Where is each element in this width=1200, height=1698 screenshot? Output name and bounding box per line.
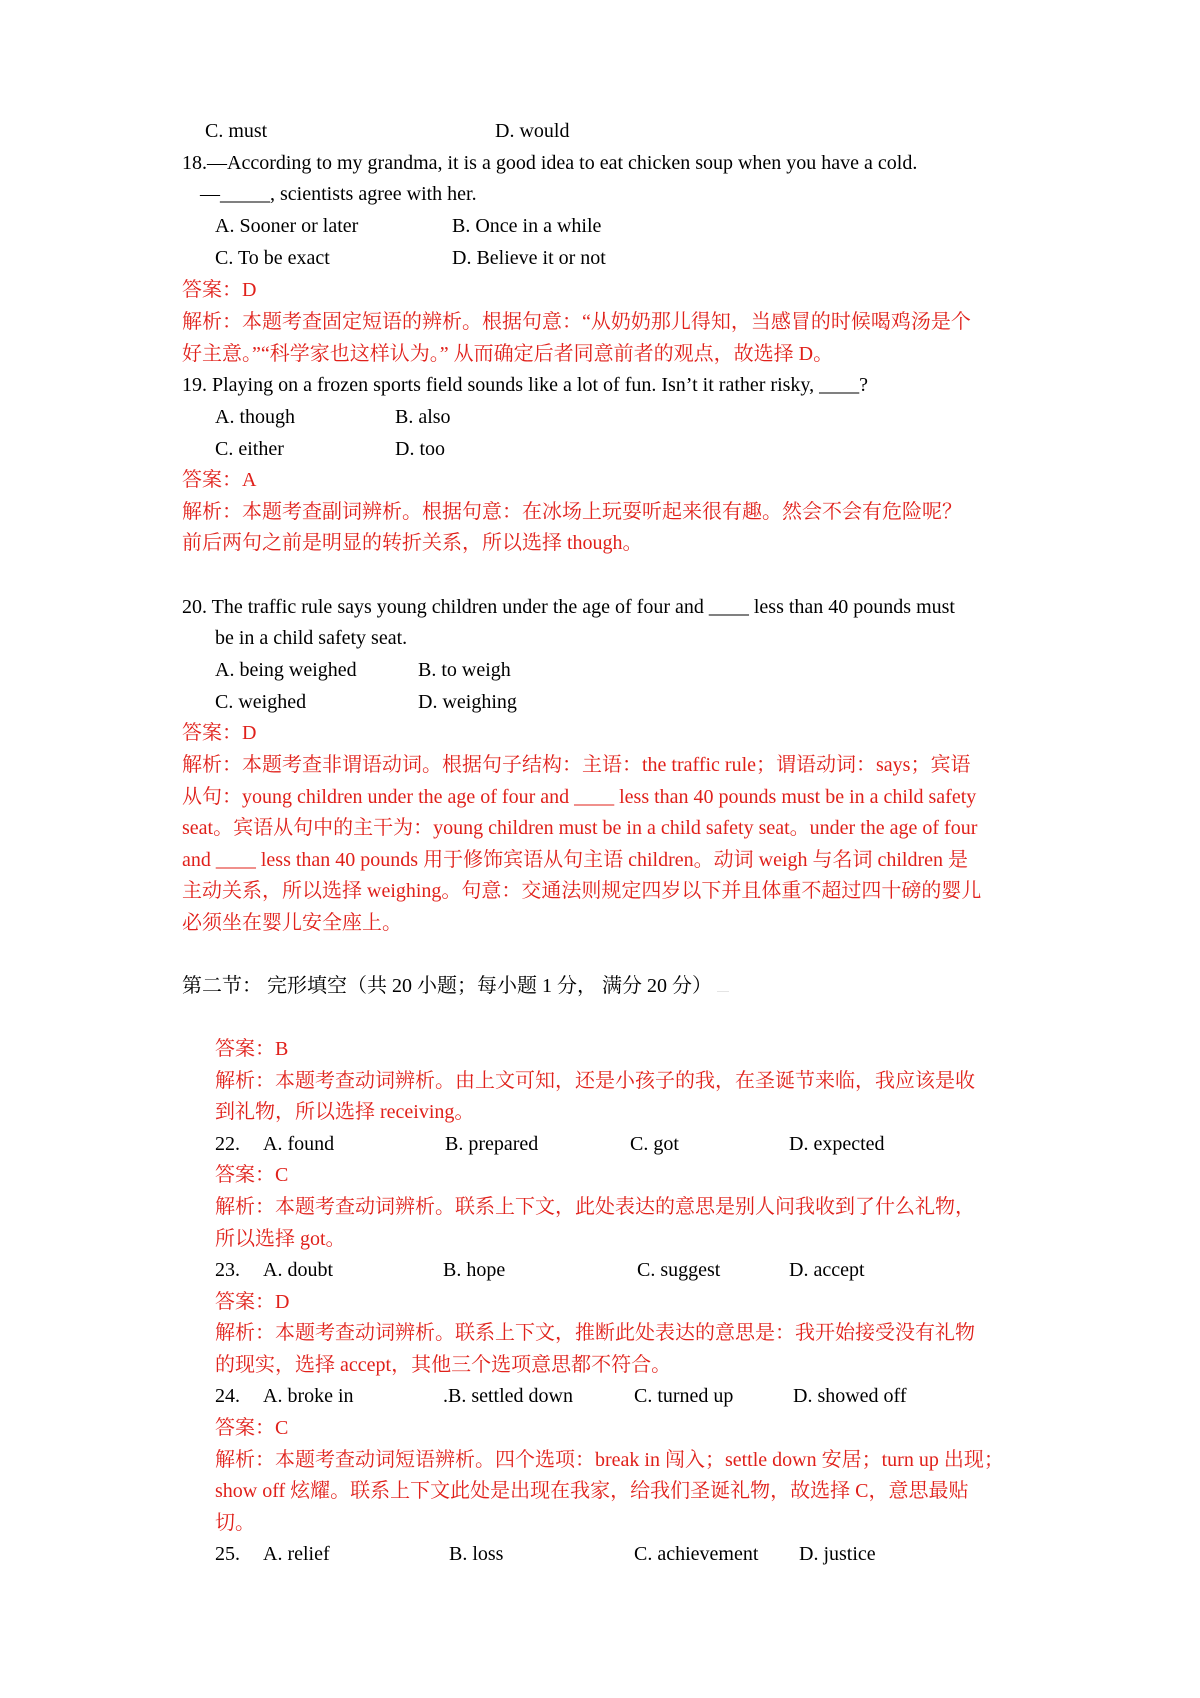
q20-option-b: B. to weigh — [418, 659, 511, 681]
q20-stem-line2: be in a child safety seat. — [215, 627, 408, 649]
q21-explanation-line1: 解析：本题考查动词辨析。由上文可知，还是小孩子的我，在圣诞节来临，我应该是收 — [215, 1070, 975, 1092]
q20-explanation-line3: seat。宾语从句中的主干为：young children must be in a child safety seat。under the age of four — [182, 817, 978, 839]
q23-explanation-line1: 解析：本题考查动词辨析。联系上下文，推断此处表达的意思是：我开始接受没有礼物 — [215, 1322, 975, 1344]
section-2-title — [182, 973, 729, 1003]
q25-number: 25. — [215, 1543, 240, 1565]
q22-explanation-line2: 所以选择 got。 — [215, 1228, 346, 1250]
q24-option-b: .B. settled down — [443, 1385, 573, 1407]
q20-explanation-line2: 从句：young children under the age of four and ____ less than 40 pounds must be in a child safety — [182, 786, 977, 808]
q19-option-c: C. either — [215, 438, 284, 460]
q23-answer: 答案：D — [215, 1291, 290, 1313]
q20-option-a: A. being weighed — [215, 659, 357, 681]
q24-explanation-line3: 切。 — [215, 1512, 255, 1534]
q18-option-b: B. Once in a while — [452, 215, 602, 237]
q25-option-a: A. relief — [263, 1543, 330, 1565]
q19-option-d: D. too — [395, 438, 445, 460]
section-2-mark: ...... — [717, 985, 729, 994]
q18-stem-line2: —_____, scientists agree with her. — [200, 183, 477, 205]
q20-answer: 答案：D — [182, 722, 257, 744]
q22-explanation-line1: 解析：本题考查动词辨析。联系上下文，此处表达的意思是别人问我收到了什么礼物， — [215, 1196, 975, 1218]
q23-number: 23. — [215, 1259, 240, 1281]
q20-explanation-line1: 解析：本题考查非谓语动词。根据句子结构：主语：the traffic rule；谓语动词：says；宾语 — [182, 754, 971, 776]
q19-option-b: B. also — [395, 406, 451, 428]
q19-explanation-line1: 解析：本题考查副词辨析。根据句意：在冰场上玩耍听起来很有趣。然会不会有危险呢？ — [182, 501, 962, 523]
section-2-title-text: 第二节： 完形填空（共 20 小题；每小题 1 分， 满分 20 分） — [182, 975, 712, 997]
q18-explanation-line1: 解析：本题考查固定短语的辨析。根据句意：“从奶奶那儿得知，当感冒的时候喝鸡汤是个 — [182, 311, 971, 333]
q24-explanation-line1: 解析：本题考查动词短语辨析。四个选项：break in 闯入；settle down 安居；turn up 出现； — [215, 1449, 1004, 1471]
q24-answer: 答案：C — [215, 1417, 289, 1439]
q20-explanation-line5: 主动关系，所以选择 weighing。句意：交通法则规定四岁以下并且体重不超过四十磅的婴儿 — [182, 880, 982, 902]
q22-option-a: A. found — [263, 1133, 335, 1155]
q20-explanation-line4: and ____ less than 40 pounds 用于修饰宾语从句主语 children。动词 weigh 与名词 children 是 — [182, 849, 969, 871]
q22-answer: 答案：C — [215, 1164, 289, 1186]
q23-option-b: B. hope — [443, 1259, 506, 1281]
q17-option-c: C. must — [205, 120, 268, 142]
q24-number: 24. — [215, 1385, 240, 1407]
q20-stem-line1: 20. The traffic rule says young children under the age of four and ____ less than 40 pounds must — [182, 596, 955, 618]
q21-explanation-line2: 到礼物，所以选择 receiving。 — [215, 1101, 475, 1123]
q24-option-a: A. broke in — [263, 1385, 354, 1407]
q25-option-d: D. justice — [799, 1543, 876, 1565]
q24-option-c: C. turned up — [634, 1385, 734, 1407]
q23-explanation-line2: 的现实，选择 accept，其他三个选项意思都不符合。 — [215, 1354, 672, 1376]
q24-explanation-line2: show off 炫耀。联系上下文此处是出现在我家，给我们圣诞礼物，故选择 C，意思最贴 — [215, 1480, 969, 1502]
q18-answer: 答案：D — [182, 279, 257, 301]
q19-stem: 19. Playing on a frozen sports field sounds like a lot of fun. Isn’t it rather risky, ____? — [182, 374, 868, 396]
q20-option-d: D. weighing — [418, 691, 517, 713]
q19-explanation-line2: 前后两句之前是明显的转折关系，所以选择 though。 — [182, 532, 643, 554]
q20-explanation-line6: 必须坐在婴儿安全座上。 — [182, 912, 402, 934]
q23-option-a: A. doubt — [263, 1259, 333, 1281]
q17-option-d: D. would — [495, 120, 570, 142]
q18-option-a: A. Sooner or later — [215, 215, 359, 237]
q21-answer: 答案：B — [215, 1038, 289, 1060]
q19-answer: 答案：A — [182, 469, 257, 491]
q25-option-b: B. loss — [449, 1543, 504, 1565]
q24-option-d: D. showed off — [793, 1385, 907, 1407]
q22-option-b: B. prepared — [445, 1133, 539, 1155]
q23-option-c: C. suggest — [637, 1259, 721, 1281]
q20-option-c: C. weighed — [215, 691, 307, 713]
q23-option-d: D. accept — [789, 1259, 865, 1281]
q22-option-d: D. expected — [789, 1133, 885, 1155]
q19-option-a: A. though — [215, 406, 295, 428]
q18-explanation-line2: 好主意。”“科学家也这样认为。” 从而确定后者同意前者的观点，故选择 D。 — [182, 343, 834, 365]
q18-stem-line1: 18.—According to my grandma, it is a good idea to eat chicken soup when you have a cold. — [182, 152, 918, 174]
q18-option-c: C. To be exact — [215, 247, 330, 269]
q22-option-c: C. got — [630, 1133, 679, 1155]
q22-number: 22. — [215, 1133, 240, 1155]
q25-option-c: C. achievement — [634, 1543, 759, 1565]
q18-option-d: D. Believe it or not — [452, 247, 606, 269]
